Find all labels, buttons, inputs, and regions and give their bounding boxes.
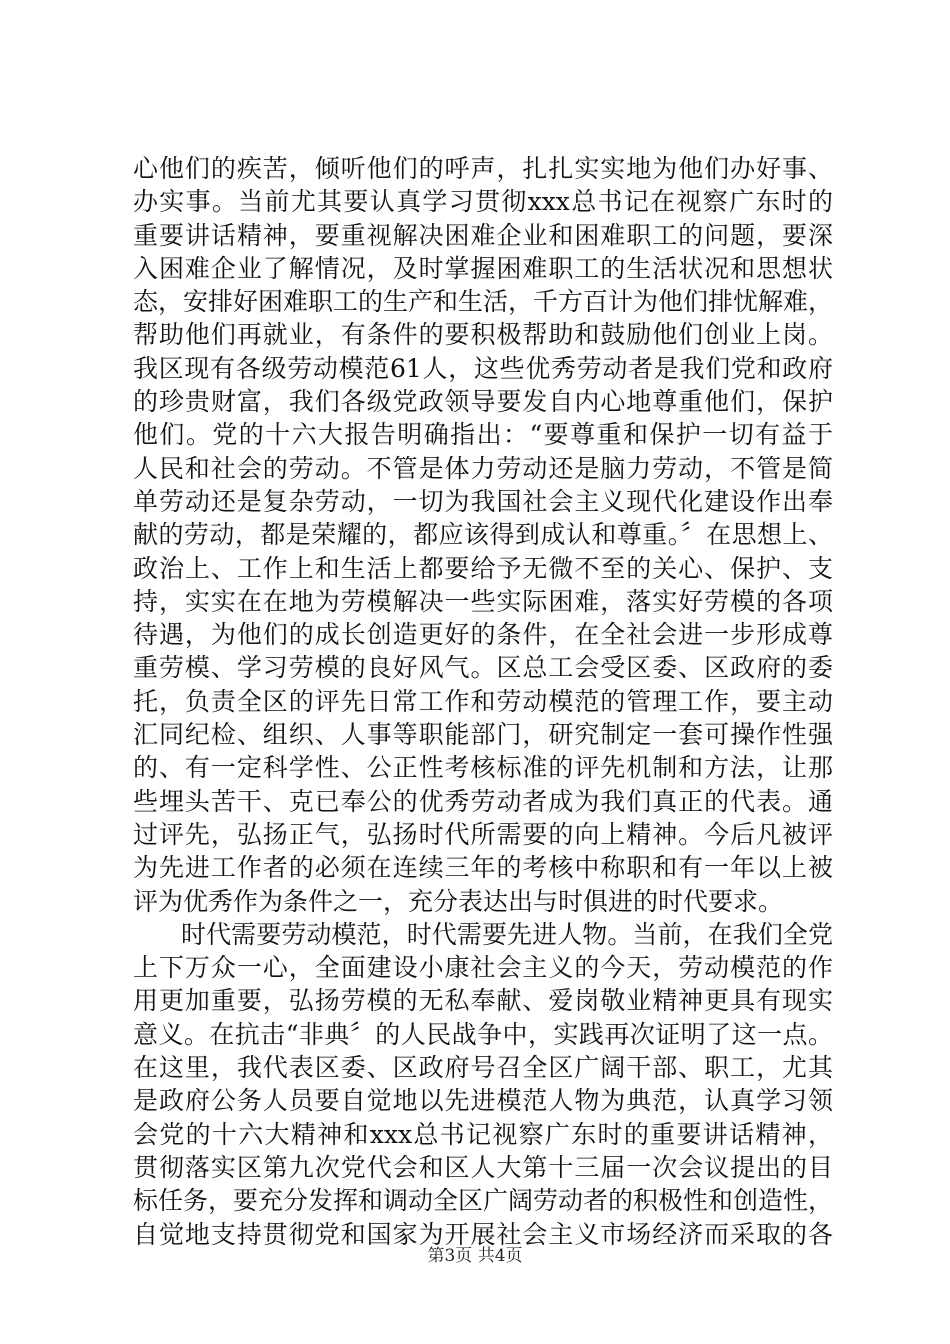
text-line: 单劳动还是复杂劳动，一切为我国社会主义现代化建设作出奉 <box>133 486 833 516</box>
text-line: 时代需要劳动模范，时代需要先进人物。当前，在我们全党 <box>181 919 833 949</box>
text-line: 帮助他们再就业，有条件的要积极帮助和鼓励他们创业上岗。 <box>133 320 833 350</box>
text-line: 意义。在抗击“非典〞的人民战争中，实践再次证明了这一点。 <box>133 1019 833 1049</box>
paragraph-1 <box>133 152 833 918</box>
text-line: 在这里，我代表区委、区政府号召全区广阔干部、职工，尤其 <box>133 1053 833 1083</box>
body-text <box>133 152 833 1251</box>
text-line: 贯彻落实区第九次党代会和区人大第十三届一次会议提出的目 <box>133 1152 833 1182</box>
text-line: 人民和社会的劳动。不管是体力劳动还是脑力劳动，不管是简 <box>133 453 833 483</box>
text-line: 的珍贵财富，我们各级党政领导要发自内心地尊重他们，保护 <box>133 387 833 417</box>
text-line: 自觉地支持贯彻党和国家为开展社会主义市场经济而采取的各 <box>133 1219 833 1249</box>
text-line: 重要讲话精神，要重视解决困难企业和困难职工的问题，要深 <box>133 220 833 250</box>
text-line: 重劳模、学习劳模的良好风气。区总工会受区委、区政府的委 <box>133 653 833 683</box>
text-line: 的、有一定科学性、公正性考核标准的评先机制和方法，让那 <box>133 753 833 783</box>
page-number: 第3页 共4页 <box>427 1246 523 1266</box>
text-line: 评为优秀作为条件之一，充分表达出与时俱进的时代要求。 <box>133 886 784 916</box>
text-line: 待遇，为他们的成长创造更好的条件，在全社会进一步形成尊 <box>133 620 833 650</box>
text-line: 为先进工作者的必须在连续三年的考核中称职和有一年以上被 <box>133 853 833 883</box>
text-line: 献的劳动，都是荣耀的，都应该得到成认和尊重。〞在思想上、 <box>133 520 833 550</box>
text-line: 些埋头苦干、克已奉公的优秀劳动者成为我们真正的代表。通 <box>133 786 833 816</box>
paragraph-2 <box>133 918 833 1251</box>
text-line: 用更加重要，弘扬劳模的无私奉献、爱岗敬业精神更具有现实 <box>133 986 833 1016</box>
text-line: 汇同纪检、组织、人事等职能部门，研究制定一套可操作性强 <box>133 720 833 750</box>
text-line: 入困难企业了解情况，及时掌握困难职工的生活状况和思想状 <box>133 253 833 283</box>
text-line: 持，实实在在地为劳模解决一些实际困难，落实好劳模的各项 <box>133 586 833 616</box>
text-line: 会党的十六大精神和xxx总书记视察广东时的重要讲话精神， <box>133 1119 833 1149</box>
text-line: 上下万众一心，全面建设小康社会主义的今天，劳动模范的作 <box>133 953 833 983</box>
text-line: 态，安排好困难职工的生产和生活，千方百计为他们排忧解难， <box>133 287 834 317</box>
text-line: 是政府公务人员要自觉地以先进模范人物为典范，认真学习领 <box>133 1086 833 1116</box>
text-line: 心他们的疾苦，倾听他们的呼声，扎扎实实地为他们办好事、 <box>133 154 833 183</box>
text-line: 政治上、工作上和生活上都要给予无微不至的关心、保护、支 <box>133 553 833 583</box>
text-line: 过评先，弘扬正气，弘扬时代所需要的向上精神。今后凡被评 <box>133 819 833 849</box>
text-line: 我区现有各级劳动模范61人，这些优秀劳动者是我们党和政府 <box>133 353 833 383</box>
text-line: 托，负责全区的评先日常工作和劳动模范的管理工作，要主动 <box>133 686 833 716</box>
text-line: 他们。党的十六大报告明确指出：“要尊重和保护一切有益于 <box>133 420 833 450</box>
text-line: 办实事。当前尤其要认真学习贯彻xxx总书记在视察广东时的 <box>133 187 833 217</box>
text-line: 标任务，要充分发挥和调动全区广阔劳动者的积极性和创造性， <box>133 1186 834 1216</box>
